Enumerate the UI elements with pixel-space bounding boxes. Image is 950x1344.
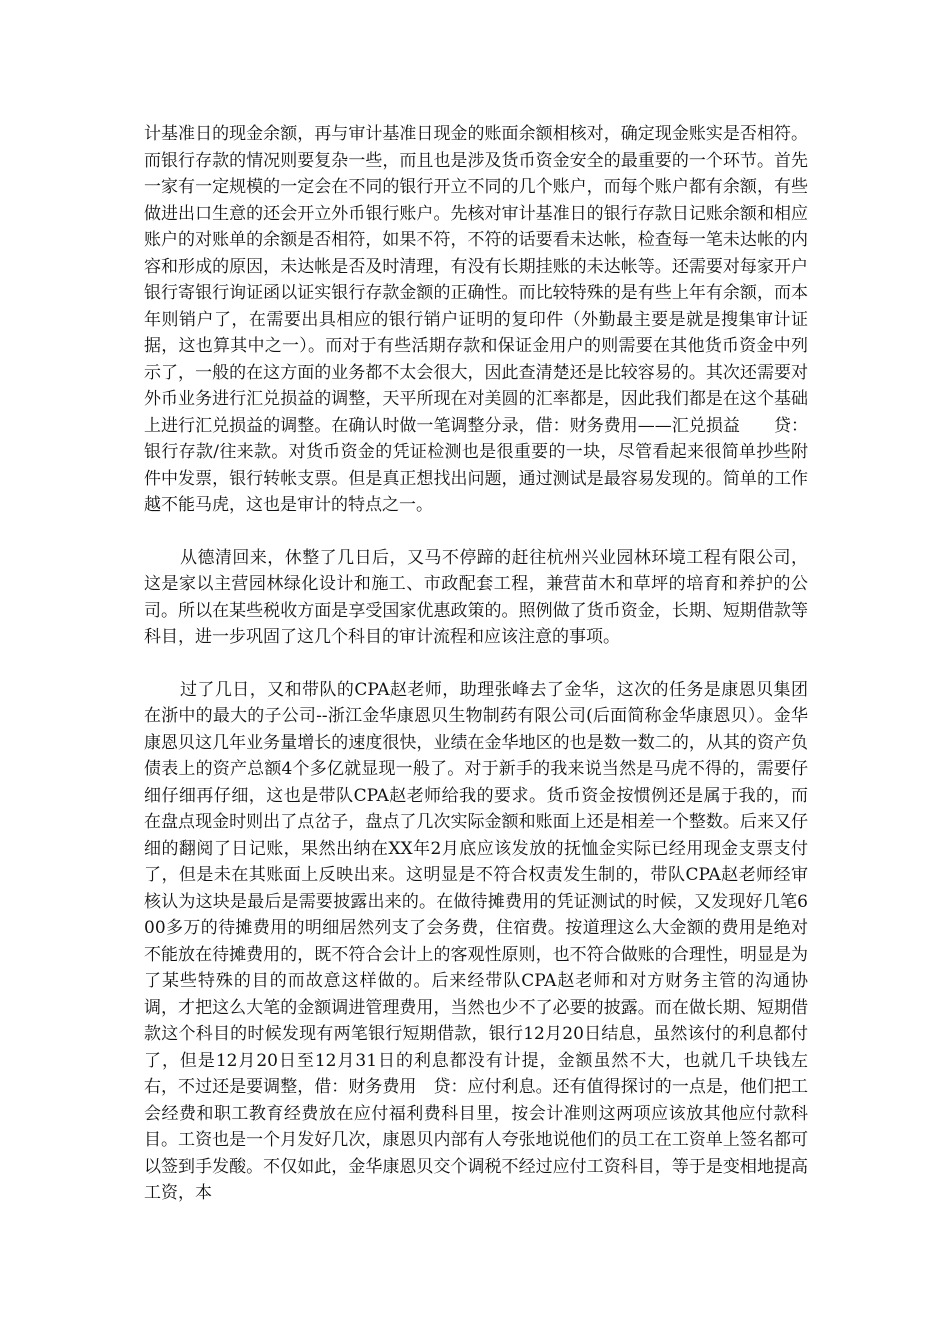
paragraph-2: 从德清回来，休整了几日后，又马不停蹄的赶往杭州兴业园林环境工程有限公司，这是家以主营园林绿化设计和施工、市政配套工程，兼营苗木和草坪的培育和养护的公司。所以在某些税收方面是享受国家优惠政策的。照例做了货币资金，长期、短期借款等科目，进一步巩固了这几个科目的审计流程和应该注意的事项。 [144, 547, 808, 647]
paragraph-3: 过了几日，又和带队的CPA赵老师，助理张峰去了金华，这次的任务是康恩贝集团在浙中的最大的子公司--浙江金华康恩贝生物制药有限公司(后面简称金华康恩贝）。金华康恩贝这几年业务量增长的速度很快，业绩在金华地区的也是数一数二的，从其的资产负债表上的资产总额4个多亿就显现一般了。对于新手的我来说当然是马虎不得的，需要仔细仔细再仔细，这也是带队CPA赵老师给我的要求。货币资金按惯例还是属于我的，而在盘点现金时则出了点岔子，盘点了几次实际金额和账面上还是相差一个整数。后来又仔细的翻阅了日记账，果然出纳在XX年2月底应该发放的抚恤金实际已经用现金支票支付了，但是未在其账面上反映出来。这明显是不符合权责发生制的，带队CPA赵老师经审核认为这块是最后是需要披露出来的。在做待摊费用的凭证测试的时候，又发现好几笔600多万的待摊费用的明细居然列支了会务费，住宿费。按道理这么大金额的费用是绝对不能放在待摊费用的，既不符合会计上的客观性原则，也不符合做账的合理性，明显是为了某些特殊的目的而故意这样做的。后来经带队CPA赵老师和对方财务主管的沟通协调，才把这么大笔的金额调进管理费用，当然也少不了必要的披露。而在做长期、短期借款这个科目的时候发现有两笔银行短期借款，银行12月20日结息，虽然该付的利息都付了，但是12月20日至12月31日的利息都没有计提，金额虽然不大，也就几千块钱左右，不过还是要调整，借：财务费用 贷：应付利息。还有值得探讨的一点是，他们把工会经费和职工教育经费放在应付福利费科目里，按会计准则这两项应该放其他应付款科目。工资也是一个月发好几次，康恩贝内部有人夸张地说他们的员工在工资单上签名都可以签到手发酸。不仅如此，金华康恩贝交个调税不经过应付工资科目，等于是变相地提高工资，本 [144, 679, 808, 1203]
document-page [144, 121, 808, 1207]
paragraph-1: 计基准日的现金余额，再与审计基准日现金的账面余额相核对，确定现金账实是否相符。而银行存款的情况则要复杂一些，而且也是涉及货币资金安全的最重要的一个环节。首先一家有一定规模的一定会在不同的银行开立不同的几个账户，而每个账户都有余额，有些做进出口生意的还会开立外币银行账户。先核对审计基准日的银行存款日记账余额和相应账户的对账单的余额是否相符，如果不符，不符的话要看未达帐，检查每一笔未达帐的内容和形成的原因，未达帐是否及时清理，有没有长期挂账的未达帐等。还需要对每家开户银行寄银行询证函以证实银行存款金额的正确性。而比较特殊的是有些上年有余额，而本年则销户了，在需要出具相应的银行销户证明的复印件（外勤最主要是就是搜集审计证据，这也算其中之一）。而对于有些活期存款和保证金用户的则需要在其他货币资金中列示了，一般的在这方面的业务都不太会很大，因此查清楚还是比较容易的。其次还需要对外币业务进行汇兑损益的调整，天平所现在对美圆的汇率都是，因此我们都是在这个基础上进行汇兑损益的调整。在确认时做一笔调整分录，借：财务费用——汇兑损益 贷：银行存款/往来款。对货币资金的凭证检测也是很重要的一块，尽管看起来很简单抄些附件中发票，银行转帐支票。但是真正想找出问题，通过测试是最容易发现的。简单的工作越不能马虎，这也是审计的特点之一。 [144, 124, 808, 515]
